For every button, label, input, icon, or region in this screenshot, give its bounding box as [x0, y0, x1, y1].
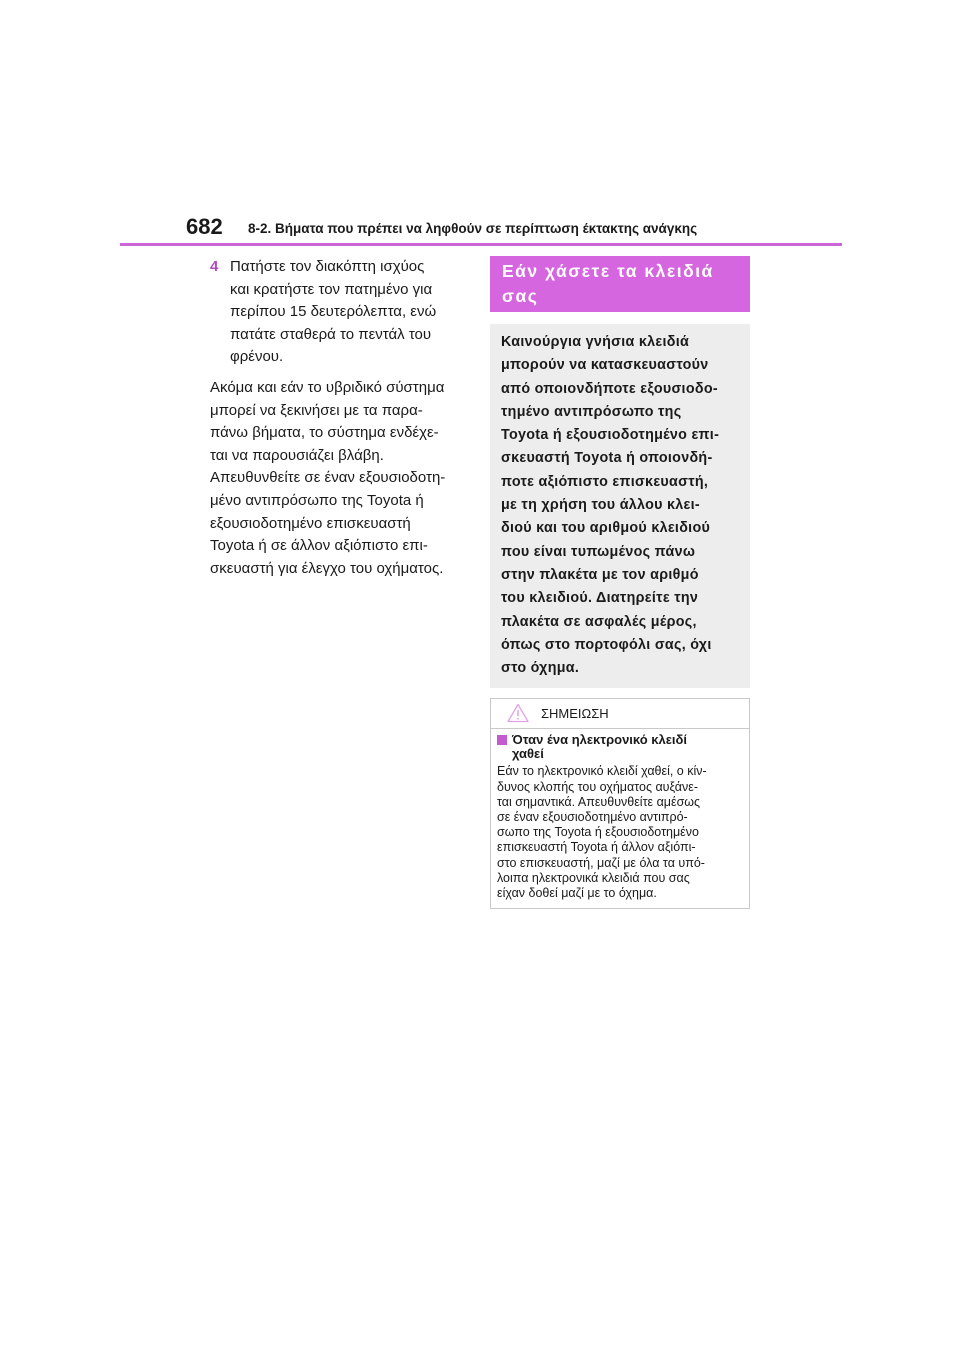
side-column	[490, 256, 750, 909]
paragraph-line: εξουσιοδοτημένο επισκευαστή	[210, 514, 411, 532]
notice-line: σωπο της Toyota ή εξουσιοδοτημένο	[497, 825, 699, 840]
paragraph-line: σκευαστή για έλεγχο του οχήματος.	[210, 559, 444, 577]
step-line: Πατήστε τον διακόπτη ισχύος	[230, 258, 425, 275]
warning-triangle-icon	[507, 703, 529, 723]
step-text	[230, 256, 466, 369]
paragraph-line: μένο αντιπρόσωπο της Toyota ή	[210, 491, 424, 509]
chapter-title: 8-2. Βήματα που πρέπει να ληφθούν σε περίπτωση έκτακτης ανάγκης	[248, 221, 698, 236]
notice-line: δυνος κλοπής του οχήματος αυξάνε-	[497, 779, 698, 794]
step-line: και κρατήστε τον πατημένο για	[230, 280, 433, 298]
section-heading-line: Εάν χάσετε τα κλειδιά	[502, 261, 714, 281]
notice-line: ται σημαντικά. Απευθυνθείτε αμέσως	[497, 794, 701, 809]
notice-header	[491, 699, 749, 729]
paragraph-line: Toyota ή σε άλλον αξιόπιστο επι-	[210, 537, 428, 555]
step-4	[210, 256, 466, 369]
info-line: από οποιονδήποτε εξουσιοδο-	[501, 380, 718, 397]
notice-text	[497, 764, 741, 901]
notice-line: είχαν δοθεί μαζί με το όχημα.	[497, 886, 657, 901]
info-line: μπορούν να κατασκευαστούν	[501, 357, 709, 374]
bullet-square-icon	[497, 735, 507, 745]
notice-line: σε έναν εξουσιοδοτημένο αντιπρό-	[497, 810, 688, 825]
main-column	[210, 256, 466, 580]
info-box	[490, 324, 750, 688]
step-line: φρένου.	[230, 348, 284, 366]
notice-line: στο επισκευαστή, μαζί με όλα τα υπό-	[497, 855, 705, 870]
info-line: ποτε αξιόπιστο επισκευαστή,	[501, 473, 709, 490]
paragraph-line: ται να παρουσιάζει βλάβη.	[210, 446, 384, 464]
info-line: τημένο αντιπρόσωπο της	[501, 403, 682, 420]
info-line: πλακέτα σε ασφαλές μέρος,	[501, 613, 697, 630]
notice-title-line: χαθεί	[512, 746, 544, 762]
notice-line: Εάν το ηλεκτρονικό κλειδί χαθεί, ο κίν-	[497, 764, 707, 779]
notice-line: επισκευαστή Toyota ή άλλον αξιόπι-	[497, 840, 696, 855]
paragraph-line: πάνω βήματα, το σύστημα ενδέχε-	[210, 424, 439, 442]
info-line: Toyota ή εξουσιοδοτημένο επι-	[501, 427, 720, 444]
info-line: όπως στο πορτοφόλι σας, όχι	[501, 636, 712, 653]
notice-body	[491, 729, 749, 908]
info-line: στην πλακέτα με τον αριθμό	[501, 566, 699, 583]
info-line: Καινούργια γνήσια κλειδιά	[501, 334, 690, 350]
notice-item-title	[497, 733, 741, 761]
page-number: 682	[186, 214, 223, 239]
notice-title-line: Όταν ένα ηλεκτρονικό κλειδί	[512, 732, 688, 748]
advice-paragraph	[210, 377, 466, 580]
section-heading-line: σας	[502, 286, 539, 306]
header-rule	[120, 243, 842, 246]
info-line: σκευαστή Toyota ή οποιονδή-	[501, 450, 713, 467]
step-line: πατάτε σταθερά το πεντάλ του	[230, 325, 432, 343]
paragraph-line: Απευθυνθείτε σε έναν εξουσιοδοτη-	[210, 469, 446, 487]
info-line: του κλειδιού. Διατηρείτε την	[501, 590, 699, 607]
section-heading	[490, 256, 750, 312]
notice-box	[490, 698, 750, 909]
info-line: που είναι τυπωμένος πάνω	[501, 543, 696, 560]
info-line: στο όχημα.	[501, 660, 580, 677]
step-number: 4	[210, 258, 219, 275]
info-line: με τη χρήση του άλλου κλει-	[501, 497, 700, 514]
step-line: περίπου 15 δευτερόλεπτα, ενώ	[230, 303, 437, 321]
paragraph-line: μπορεί να ξεκινήσει με τα παρα-	[210, 401, 423, 419]
notice-line: λοιπα ηλεκτρονικά κλειδιά που σας	[497, 870, 690, 885]
notice-label: ΣΗΜΕΙΩΣΗ	[541, 706, 609, 722]
info-line: διού και του αριθμού κλειδιού	[501, 520, 711, 537]
paragraph-line: Ακόμα και εάν το υβριδικό σύστημα	[210, 378, 445, 396]
